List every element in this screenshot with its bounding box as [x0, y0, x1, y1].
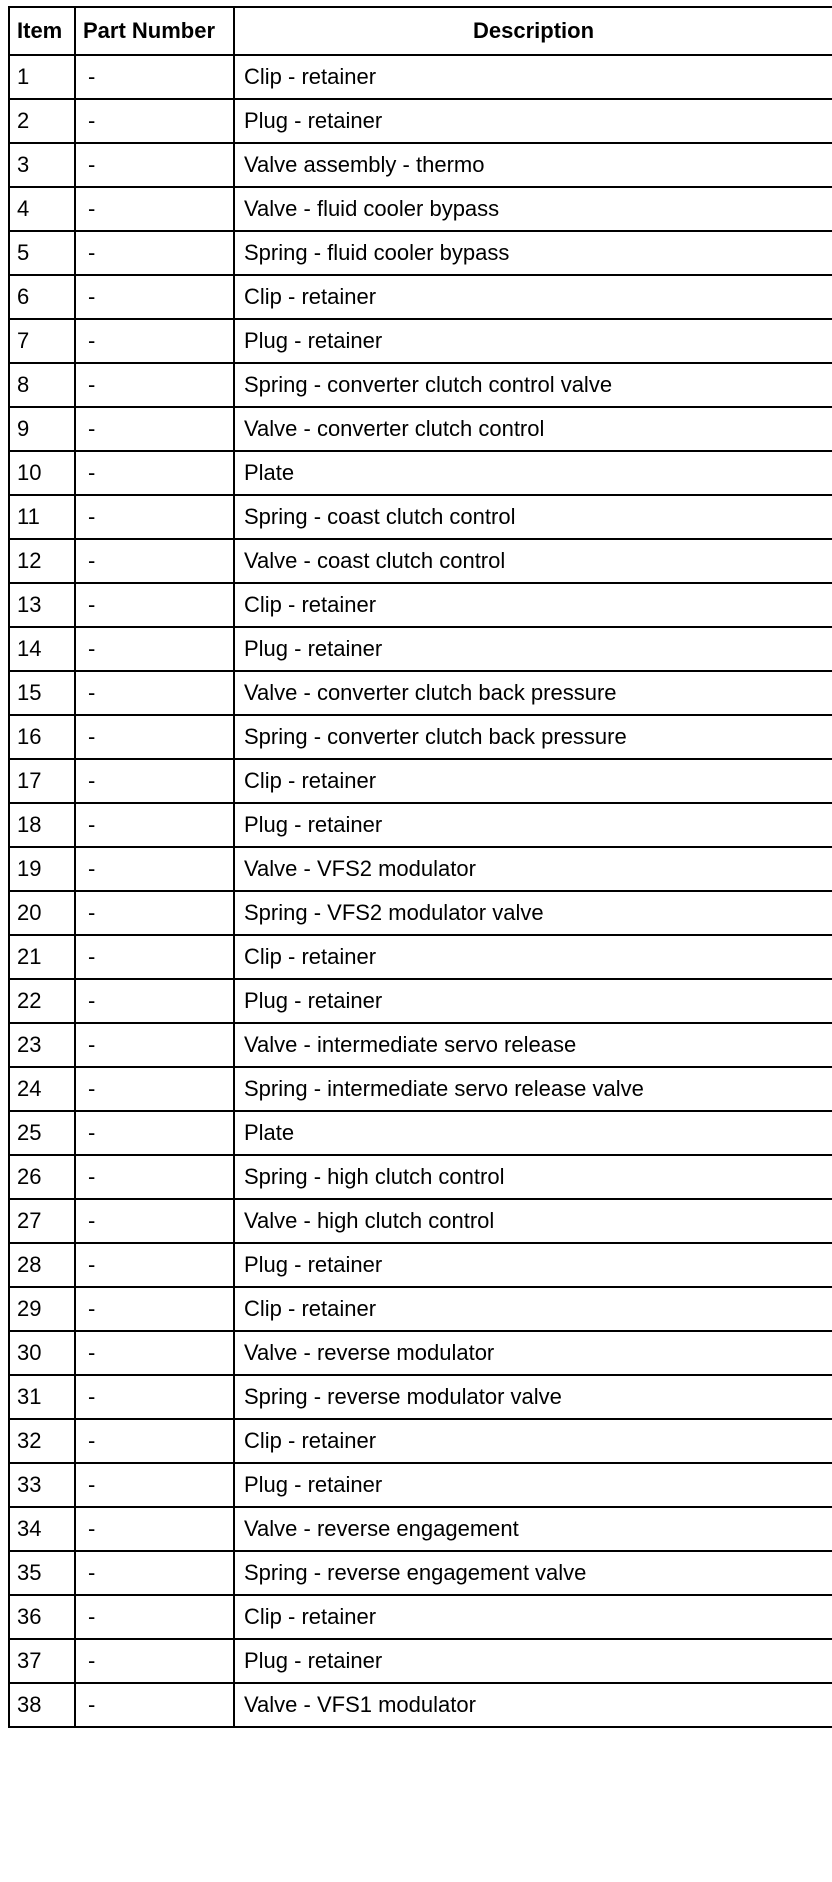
table-row: [9, 1463, 832, 1507]
description-cell: Valve assembly - thermo: [234, 143, 832, 187]
description-cell: Plug - retainer: [234, 99, 832, 143]
description-cell: Spring - reverse modulator valve: [234, 1375, 832, 1419]
description-cell: Clip - retainer: [234, 1419, 832, 1463]
description-cell: Valve - fluid cooler bypass: [234, 187, 832, 231]
description-cell: Valve - high clutch control: [234, 1199, 832, 1243]
item-number-cell: 19: [9, 847, 75, 891]
item-number-cell: 2: [9, 99, 75, 143]
description-cell: Valve - reverse modulator: [234, 1331, 832, 1375]
part-number-cell: -: [75, 583, 234, 627]
item-number-cell: 17: [9, 759, 75, 803]
table-row: [9, 1639, 832, 1683]
item-number-cell: 13: [9, 583, 75, 627]
item-number-cell: 7: [9, 319, 75, 363]
description-cell: Spring - intermediate servo release valve: [234, 1067, 832, 1111]
description-cell: Spring - reverse engagement valve: [234, 1551, 832, 1595]
item-number-cell: 24: [9, 1067, 75, 1111]
item-number-cell: 25: [9, 1111, 75, 1155]
item-number-cell: 33: [9, 1463, 75, 1507]
table-row: [9, 495, 832, 539]
description-cell: Valve - VFS2 modulator: [234, 847, 832, 891]
part-number-cell: -: [75, 99, 234, 143]
description-cell: Plug - retainer: [234, 979, 832, 1023]
item-number-cell: 38: [9, 1683, 75, 1727]
part-number-cell: -: [75, 1683, 234, 1727]
description-cell: Spring - fluid cooler bypass: [234, 231, 832, 275]
description-cell: Valve - VFS1 modulator: [234, 1683, 832, 1727]
table-row: [9, 847, 832, 891]
item-number-cell: 3: [9, 143, 75, 187]
table-row: [9, 979, 832, 1023]
description-cell: Plug - retainer: [234, 1639, 832, 1683]
part-number-cell: -: [75, 803, 234, 847]
description-cell: Clip - retainer: [234, 935, 832, 979]
part-number-cell: -: [75, 275, 234, 319]
table-row: [9, 319, 832, 363]
column-header-part-number: Part Number: [75, 7, 234, 55]
item-number-cell: 26: [9, 1155, 75, 1199]
item-number-cell: 29: [9, 1287, 75, 1331]
part-number-cell: -: [75, 715, 234, 759]
table-row: [9, 1507, 832, 1551]
item-number-cell: 1: [9, 55, 75, 99]
parts-table-body: [9, 55, 832, 1727]
part-number-cell: -: [75, 1331, 234, 1375]
table-row: [9, 1551, 832, 1595]
table-row: [9, 275, 832, 319]
table-row: [9, 1683, 832, 1727]
description-cell: Plug - retainer: [234, 627, 832, 671]
table-row: [9, 1243, 832, 1287]
item-number-cell: 16: [9, 715, 75, 759]
table-row: [9, 1199, 832, 1243]
table-row: [9, 583, 832, 627]
description-cell: Clip - retainer: [234, 55, 832, 99]
description-cell: Plug - retainer: [234, 1243, 832, 1287]
part-number-cell: -: [75, 1111, 234, 1155]
table-row: [9, 1155, 832, 1199]
item-number-cell: 9: [9, 407, 75, 451]
table-row: [9, 1111, 832, 1155]
table-row: [9, 1067, 832, 1111]
table-row: [9, 935, 832, 979]
table-row: [9, 1331, 832, 1375]
table-row: [9, 451, 832, 495]
description-cell: Valve - converter clutch control: [234, 407, 832, 451]
description-cell: Clip - retainer: [234, 759, 832, 803]
item-number-cell: 5: [9, 231, 75, 275]
description-cell: Spring - converter clutch control valve: [234, 363, 832, 407]
part-number-cell: -: [75, 891, 234, 935]
description-cell: Valve - coast clutch control: [234, 539, 832, 583]
part-number-cell: -: [75, 187, 234, 231]
part-number-cell: -: [75, 231, 234, 275]
description-cell: Clip - retainer: [234, 1287, 832, 1331]
description-cell: Plate: [234, 1111, 832, 1155]
table-row: [9, 1375, 832, 1419]
column-header-description: Description: [234, 7, 832, 55]
item-number-cell: 37: [9, 1639, 75, 1683]
part-number-cell: -: [75, 1419, 234, 1463]
description-cell: Spring - converter clutch back pressure: [234, 715, 832, 759]
parts-table: [8, 6, 832, 1728]
part-number-cell: -: [75, 1067, 234, 1111]
part-number-cell: -: [75, 55, 234, 99]
part-number-cell: -: [75, 627, 234, 671]
part-number-cell: -: [75, 495, 234, 539]
item-number-cell: 30: [9, 1331, 75, 1375]
part-number-cell: -: [75, 143, 234, 187]
item-number-cell: 22: [9, 979, 75, 1023]
part-number-cell: -: [75, 1595, 234, 1639]
part-number-cell: -: [75, 451, 234, 495]
header-row: [9, 7, 832, 55]
item-number-cell: 14: [9, 627, 75, 671]
item-number-cell: 32: [9, 1419, 75, 1463]
table-row: [9, 627, 832, 671]
table-row: [9, 803, 832, 847]
column-header-item: Item: [9, 7, 75, 55]
part-number-cell: -: [75, 847, 234, 891]
part-number-cell: -: [75, 671, 234, 715]
part-number-cell: -: [75, 363, 234, 407]
table-row: [9, 1023, 832, 1067]
part-number-cell: -: [75, 407, 234, 451]
part-number-cell: -: [75, 1463, 234, 1507]
part-number-cell: -: [75, 1287, 234, 1331]
part-number-cell: -: [75, 935, 234, 979]
item-number-cell: 20: [9, 891, 75, 935]
description-cell: Spring - high clutch control: [234, 1155, 832, 1199]
description-cell: Plug - retainer: [234, 319, 832, 363]
table-row: [9, 99, 832, 143]
description-cell: Plug - retainer: [234, 1463, 832, 1507]
part-number-cell: -: [75, 1639, 234, 1683]
table-row: [9, 143, 832, 187]
description-cell: Plate: [234, 451, 832, 495]
part-number-cell: -: [75, 759, 234, 803]
description-cell: Spring - coast clutch control: [234, 495, 832, 539]
part-number-cell: -: [75, 1243, 234, 1287]
item-number-cell: 11: [9, 495, 75, 539]
description-cell: Clip - retainer: [234, 1595, 832, 1639]
part-number-cell: -: [75, 979, 234, 1023]
item-number-cell: 6: [9, 275, 75, 319]
item-number-cell: 4: [9, 187, 75, 231]
part-number-cell: -: [75, 1023, 234, 1067]
item-number-cell: 18: [9, 803, 75, 847]
description-cell: Clip - retainer: [234, 583, 832, 627]
description-cell: Spring - VFS2 modulator valve: [234, 891, 832, 935]
table-row: [9, 1595, 832, 1639]
table-row: [9, 407, 832, 451]
item-number-cell: 34: [9, 1507, 75, 1551]
item-number-cell: 21: [9, 935, 75, 979]
part-number-cell: -: [75, 1199, 234, 1243]
item-number-cell: 12: [9, 539, 75, 583]
table-row: [9, 55, 832, 99]
item-number-cell: 28: [9, 1243, 75, 1287]
description-cell: Plug - retainer: [234, 803, 832, 847]
table-row: [9, 715, 832, 759]
description-cell: Clip - retainer: [234, 275, 832, 319]
table-row: [9, 363, 832, 407]
table-row: [9, 671, 832, 715]
part-number-cell: -: [75, 1155, 234, 1199]
parts-table-header: [9, 7, 832, 55]
description-cell: Valve - converter clutch back pressure: [234, 671, 832, 715]
description-cell: Valve - reverse engagement: [234, 1507, 832, 1551]
table-row: [9, 187, 832, 231]
item-number-cell: 36: [9, 1595, 75, 1639]
item-number-cell: 27: [9, 1199, 75, 1243]
description-cell: Valve - intermediate servo release: [234, 1023, 832, 1067]
item-number-cell: 35: [9, 1551, 75, 1595]
part-number-cell: -: [75, 1551, 234, 1595]
item-number-cell: 31: [9, 1375, 75, 1419]
table-row: [9, 891, 832, 935]
item-number-cell: 23: [9, 1023, 75, 1067]
item-number-cell: 15: [9, 671, 75, 715]
part-number-cell: -: [75, 1375, 234, 1419]
table-row: [9, 1419, 832, 1463]
part-number-cell: -: [75, 1507, 234, 1551]
table-row: [9, 539, 832, 583]
part-number-cell: -: [75, 319, 234, 363]
table-row: [9, 759, 832, 803]
table-row: [9, 231, 832, 275]
item-number-cell: 8: [9, 363, 75, 407]
table-row: [9, 1287, 832, 1331]
item-number-cell: 10: [9, 451, 75, 495]
part-number-cell: -: [75, 539, 234, 583]
